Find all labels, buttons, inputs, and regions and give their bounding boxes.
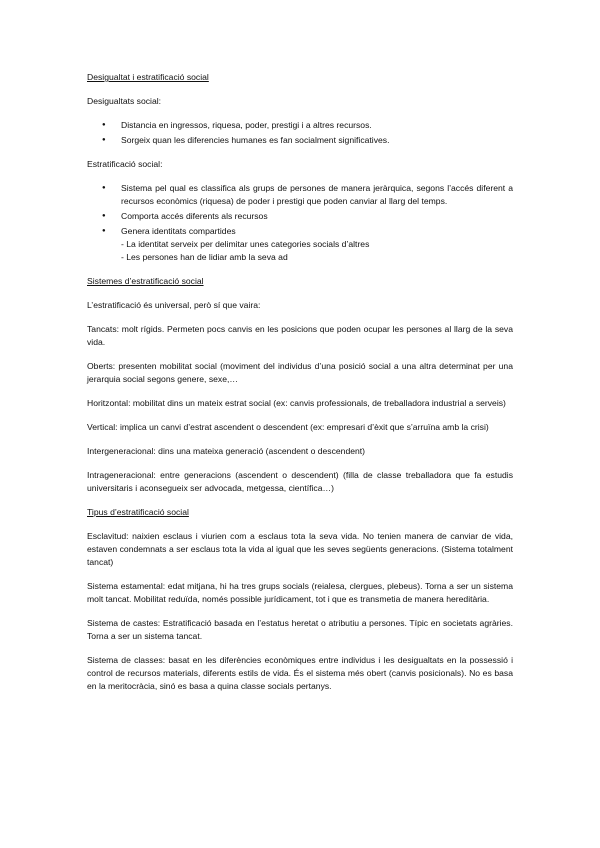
section-heading-systems: Sistemes d’estratificació social [87, 276, 204, 286]
paragraph: Sistema estamental: edat mitjana, hi ha tres grups socials (reialesa, clergues, plebeus). Torna a ser un sistema molt tancat. Mobilitat reduïda, només possible jurídicament, tot i que es transmetia de manera hereditària. [87, 581, 513, 604]
inequality-bullet-list [87, 119, 513, 147]
paragraph: Sistema de castes: Estratificació basada en l’estatus heretat o atributiu a persones. Típic en societats agràries. Torna a ser un sistema tancat. [87, 618, 513, 641]
paragraph: Intrageneracional: entre generacions (ascendent o descendent) (filla de classe treballadora que fa estudis universitaris i aconsegueix ser advocada, metgessa, científica…) [87, 470, 513, 493]
bullet-item: ● Sistema pel qual es classifica als grups de persones de manera jeràrquica, segons l’accés diferent a recursos econòmics (riquesa) de poder i prestigi que poden canviar al llarg del temps. [87, 182, 513, 208]
paragraph: Intergeneracional: dins una mateixa generació (ascendent o descendent) [87, 446, 366, 456]
sub-item: - Les persones han de lidiar amb la seva ad [121, 252, 288, 262]
paragraph: L’estratificació és universal, però sí que vaira: [87, 300, 261, 310]
section-heading-types: Tipus d’estratificació social [87, 507, 189, 517]
bullet-item: ● Distancia en ingressos, riquesa, poder, prestigi i a altres recursos. [87, 119, 513, 132]
paragraph: Esclavitud: naixien esclaus i viurien com a esclaus tota la seva vida. No tenien manera de canviar de vida, estaven condemnats a ser esclaus tota la vida al igual que les seves següents generacions. (Sistema totalment tancat) [87, 531, 513, 567]
paragraph: Oberts: presenten mobilitat social (moviment del individus d’una posició social a una altra determinat per una jerarquia social segons genere, sexe,… [87, 361, 513, 384]
bullet-item-with-subitems [87, 225, 513, 264]
sub-item: - La identitat serveix per delimitar unes categories socials d’altres [121, 239, 370, 249]
label-social-inequalities: Desigualtats social: [87, 96, 162, 106]
bullet-item: ● Comporta accés diferents als recursos [87, 210, 513, 223]
paragraph: Tancats: molt rígids. Permeten pocs canvis en les posicions que poden ocupar les persones al llarg de la seva vida. [87, 324, 513, 347]
stratification-bullet-list [87, 182, 513, 264]
paragraph: Vertical: implica un canvi d’estrat ascendent o descendent (ex: empresari d’èxit que s’arruïna amb la crisi) [87, 422, 489, 432]
bullet-text: Genera identitats compartides [121, 226, 236, 236]
label-social-stratification: Estratificació social: [87, 159, 163, 169]
paragraph: Horitzontal: mobilitat dins un mateix estrat social (ex: canvis professionals, de treballadora industrial a serveis) [87, 398, 506, 408]
sub-item-list [121, 238, 513, 264]
paragraph: Sistema de classes: basat en les diferències econòmiques entre individus i les desigualtats en la possessió i control de recursos materials, diferents estils de vida. És el sistema més obert (canvis posicionals). No es basa en la meritocràcia, sinó es basa a quina classe socials pertanys. [87, 655, 513, 691]
section-heading-inequality: Desigualtat i estratificació social [87, 72, 209, 82]
bullet-item: ● Sorgeix quan les diferencies humanes es fan socialment significatives. [87, 134, 513, 147]
